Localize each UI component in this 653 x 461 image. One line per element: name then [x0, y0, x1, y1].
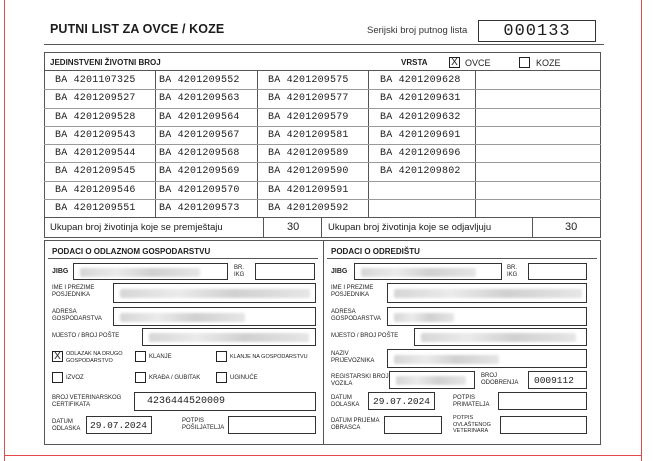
header-rule: [44, 44, 604, 45]
animal-id-cell: BA 4201209802: [380, 166, 461, 177]
grid-row-line: [44, 181, 601, 182]
redacted-value: [120, 313, 245, 322]
origin-owner-label: IME I PREZIME POSJEDNIKA: [52, 285, 95, 298]
redacted-value: [394, 313, 454, 322]
origin-option-klanje-gosp-checkbox[interactable]: [216, 351, 227, 362]
origin-date-field[interactable]: 29.07.2024: [86, 416, 152, 434]
page-edge-left: [4, 0, 5, 461]
origin-br-ikg-field[interactable]: [255, 263, 315, 280]
redacted-value: [396, 376, 466, 385]
destination-reg-field[interactable]: [389, 371, 475, 389]
origin-date-label: DATUM ODLASKA: [52, 419, 81, 432]
animal-id-cell: BA 4201209628: [380, 75, 461, 86]
serial-number-label: Serijski broj putnog lista: [367, 25, 468, 36]
redacted-value: [421, 333, 576, 342]
destination-sign-vet-label: POTPIS OVLAŠTENOG VETERINARA: [453, 415, 491, 435]
id-number-header: JEDINSTVENI ŽIVOTNI BROJ: [50, 58, 161, 67]
animal-id-cell: BA 4201209569: [159, 166, 240, 177]
grid-row-line: [44, 108, 601, 109]
origin-option-izvoz-checkbox[interactable]: [52, 372, 63, 383]
totals-rule: [44, 217, 601, 218]
origin-heading-rule: [48, 258, 318, 259]
grid-row-line: [44, 126, 601, 127]
animal-id-cell: BA 4201209564: [159, 112, 240, 123]
destination-sign-recv-field[interactable]: [498, 392, 587, 410]
redacted-value: [361, 268, 476, 277]
animal-id-cell: BA 4201209552: [159, 75, 240, 86]
destination-owner-label: IME I PREZIME POSJEDNIKA: [331, 285, 374, 298]
origin-option-klanje-gosp-label: KLANJE NA GOSPODARSTVU: [230, 354, 308, 360]
animal-id-cell: BA 4201209575: [268, 75, 349, 86]
origin-place-label: MJESTO / BROJ POŠTE: [52, 333, 120, 339]
animal-id-cell: BA 4201209551: [55, 203, 136, 214]
animal-id-cell: BA 4201209592: [268, 203, 349, 214]
sent-total-value: 30: [565, 221, 578, 233]
origin-address-field[interactable]: [113, 307, 316, 326]
holdings-divider: [323, 240, 324, 445]
destination-place-field[interactable]: [414, 328, 587, 346]
destination-br-ikg-label: BR. IKG: [507, 265, 518, 278]
sent-total-label: Ukupan broj životinja koje se odjavljuju: [328, 222, 492, 233]
destination-place-label: MJESTO / BROJ POŠTE: [331, 333, 399, 339]
origin-vet-cert-field[interactable]: 4236444520009: [134, 392, 316, 411]
redacted-value: [394, 289, 582, 298]
animal-id-cell: BA 4201209591: [268, 185, 349, 196]
ovce-label: OVCE: [465, 58, 491, 68]
destination-broj-label: BROJ ODOBRENJA: [481, 373, 519, 386]
origin-option-izvoz-label: IZVOZ: [66, 375, 84, 381]
destination-receipt-date-field[interactable]: [384, 416, 442, 434]
origin-place-field[interactable]: [142, 328, 316, 346]
animal-id-cell: BA 4201209545: [55, 166, 136, 177]
koze-checkbox[interactable]: [519, 57, 530, 68]
destination-sign-vet-field[interactable]: [500, 416, 587, 434]
origin-option-uginuce-label: UGINUĆE: [230, 375, 258, 381]
animal-id-cell: BA 4201209590: [268, 166, 349, 177]
animal-id-cell: BA 4201209696: [380, 148, 461, 159]
origin-jibg-field[interactable]: [73, 263, 228, 280]
origin-heading: PODACI O ODLAZNOM GOSPODARSTVU: [52, 247, 211, 256]
origin-option-odlazak-checkbox[interactable]: X: [52, 351, 63, 362]
grid-row-line: [44, 144, 601, 145]
animal-id-cell: BA 4201209691: [380, 130, 461, 141]
page-edge-right: [641, 0, 642, 461]
serial-number-value: 000133: [478, 20, 596, 42]
origin-br-ikg-label: BR. IKG: [234, 265, 245, 278]
destination-reg-label: REGISTARSKI BROJ VOZILA: [331, 374, 389, 387]
destination-date-label: DATUM DOLASKA: [331, 395, 360, 408]
origin-signature-label: POTPIS POŠILJATELJA: [182, 418, 225, 431]
redacted-value: [120, 289, 310, 298]
animal-id-cell: BA 4201209528: [55, 112, 136, 123]
totals-divider: [263, 217, 264, 237]
grid-row-line: [44, 199, 601, 200]
vrsta-label: VRSTA: [401, 58, 428, 67]
animal-id-cell: BA 4201209546: [55, 185, 136, 196]
destination-date-field[interactable]: 29.07.2024: [368, 392, 435, 410]
totals-divider: [532, 217, 533, 237]
animal-id-cell: BA 4201209544: [55, 148, 136, 159]
destination-heading: PODACI O ODREDIŠTU: [331, 247, 420, 256]
destination-heading-rule: [327, 258, 597, 259]
animal-id-cell: BA 4201209577: [268, 93, 349, 104]
destination-sign-recv-label: POTPIS PRIMATELJA: [453, 395, 490, 408]
destination-carrier-field[interactable]: [387, 349, 587, 368]
animal-id-cell: BA 4201209579: [268, 112, 349, 123]
animal-id-cell: BA 4201209631: [380, 93, 461, 104]
moved-total-value: 30: [287, 221, 300, 233]
destination-address-field[interactable]: [387, 307, 587, 326]
animal-id-cell: BA 4201209568: [159, 148, 240, 159]
origin-signature-field[interactable]: [228, 416, 316, 434]
destination-br-ikg-field[interactable]: [528, 263, 587, 280]
destination-jibg-label: JIBG: [331, 268, 348, 275]
animal-id-cell: BA 4201209570: [159, 185, 240, 196]
animal-id-cell: BA 4201107325: [55, 75, 136, 86]
animal-id-cell: BA 4201209632: [380, 112, 461, 123]
origin-option-uginuce-checkbox[interactable]: [216, 372, 227, 383]
animal-id-cell: BA 4201209589: [268, 148, 349, 159]
animal-id-cell: BA 4201209581: [268, 130, 349, 141]
document-title: PUTNI LIST ZA OVCE / KOZE: [50, 22, 225, 36]
redacted-value: [394, 355, 499, 364]
moved-total-label: Ukupan broj životinja koje se premještaju: [50, 222, 223, 233]
destination-broj-field[interactable]: 0009112: [528, 371, 587, 389]
destination-carrier-label: NAZIV PRIJEVOZNIKA: [331, 351, 375, 364]
origin-option-klanje-checkbox[interactable]: [135, 351, 146, 362]
animal-id-cell: BA 4201209573: [159, 203, 240, 214]
animal-id-cell: BA 4201209527: [55, 93, 136, 104]
totals-divider: [321, 217, 322, 237]
origin-address-label: ADRESA GOSPODARSTVA: [52, 309, 102, 322]
koze-label: KOZE: [536, 58, 561, 68]
redacted-value: [149, 333, 309, 342]
origin-owner-field[interactable]: [113, 283, 316, 303]
origin-option-kradja-checkbox[interactable]: [135, 372, 146, 383]
ovce-checkbox[interactable]: X: [449, 57, 460, 68]
destination-jibg-field[interactable]: [354, 263, 502, 280]
animal-header-rule: [44, 70, 601, 71]
origin-option-kradja-label: KRAĐA / GUBITAK: [149, 375, 201, 381]
redacted-value: [80, 268, 200, 277]
grid-row-line: [44, 89, 601, 90]
destination-address-label: ADRESA GOSPODARSTVA: [331, 309, 381, 322]
origin-option-odlazak-label: ODLAZAK NA DRUGO GOSPODARSTVO: [66, 351, 123, 364]
origin-vet-cert-label: BROJ VETERINARSKOG CERTIFIKATA: [52, 395, 122, 408]
page-edge-bottom: [4, 455, 642, 456]
animal-id-cell: BA 4201209567: [159, 130, 240, 141]
origin-option-klanje-label: KLANJE: [149, 354, 172, 360]
animal-id-cell: BA 4201209563: [159, 93, 240, 104]
destination-owner-field[interactable]: [387, 283, 587, 303]
destination-receipt-date-label: DATUM PRIJEMA OBRASCA: [331, 418, 380, 431]
grid-row-line: [44, 162, 601, 163]
origin-jibg-label: JIBG: [52, 268, 69, 275]
animal-id-cell: BA 4201209543: [55, 130, 136, 141]
